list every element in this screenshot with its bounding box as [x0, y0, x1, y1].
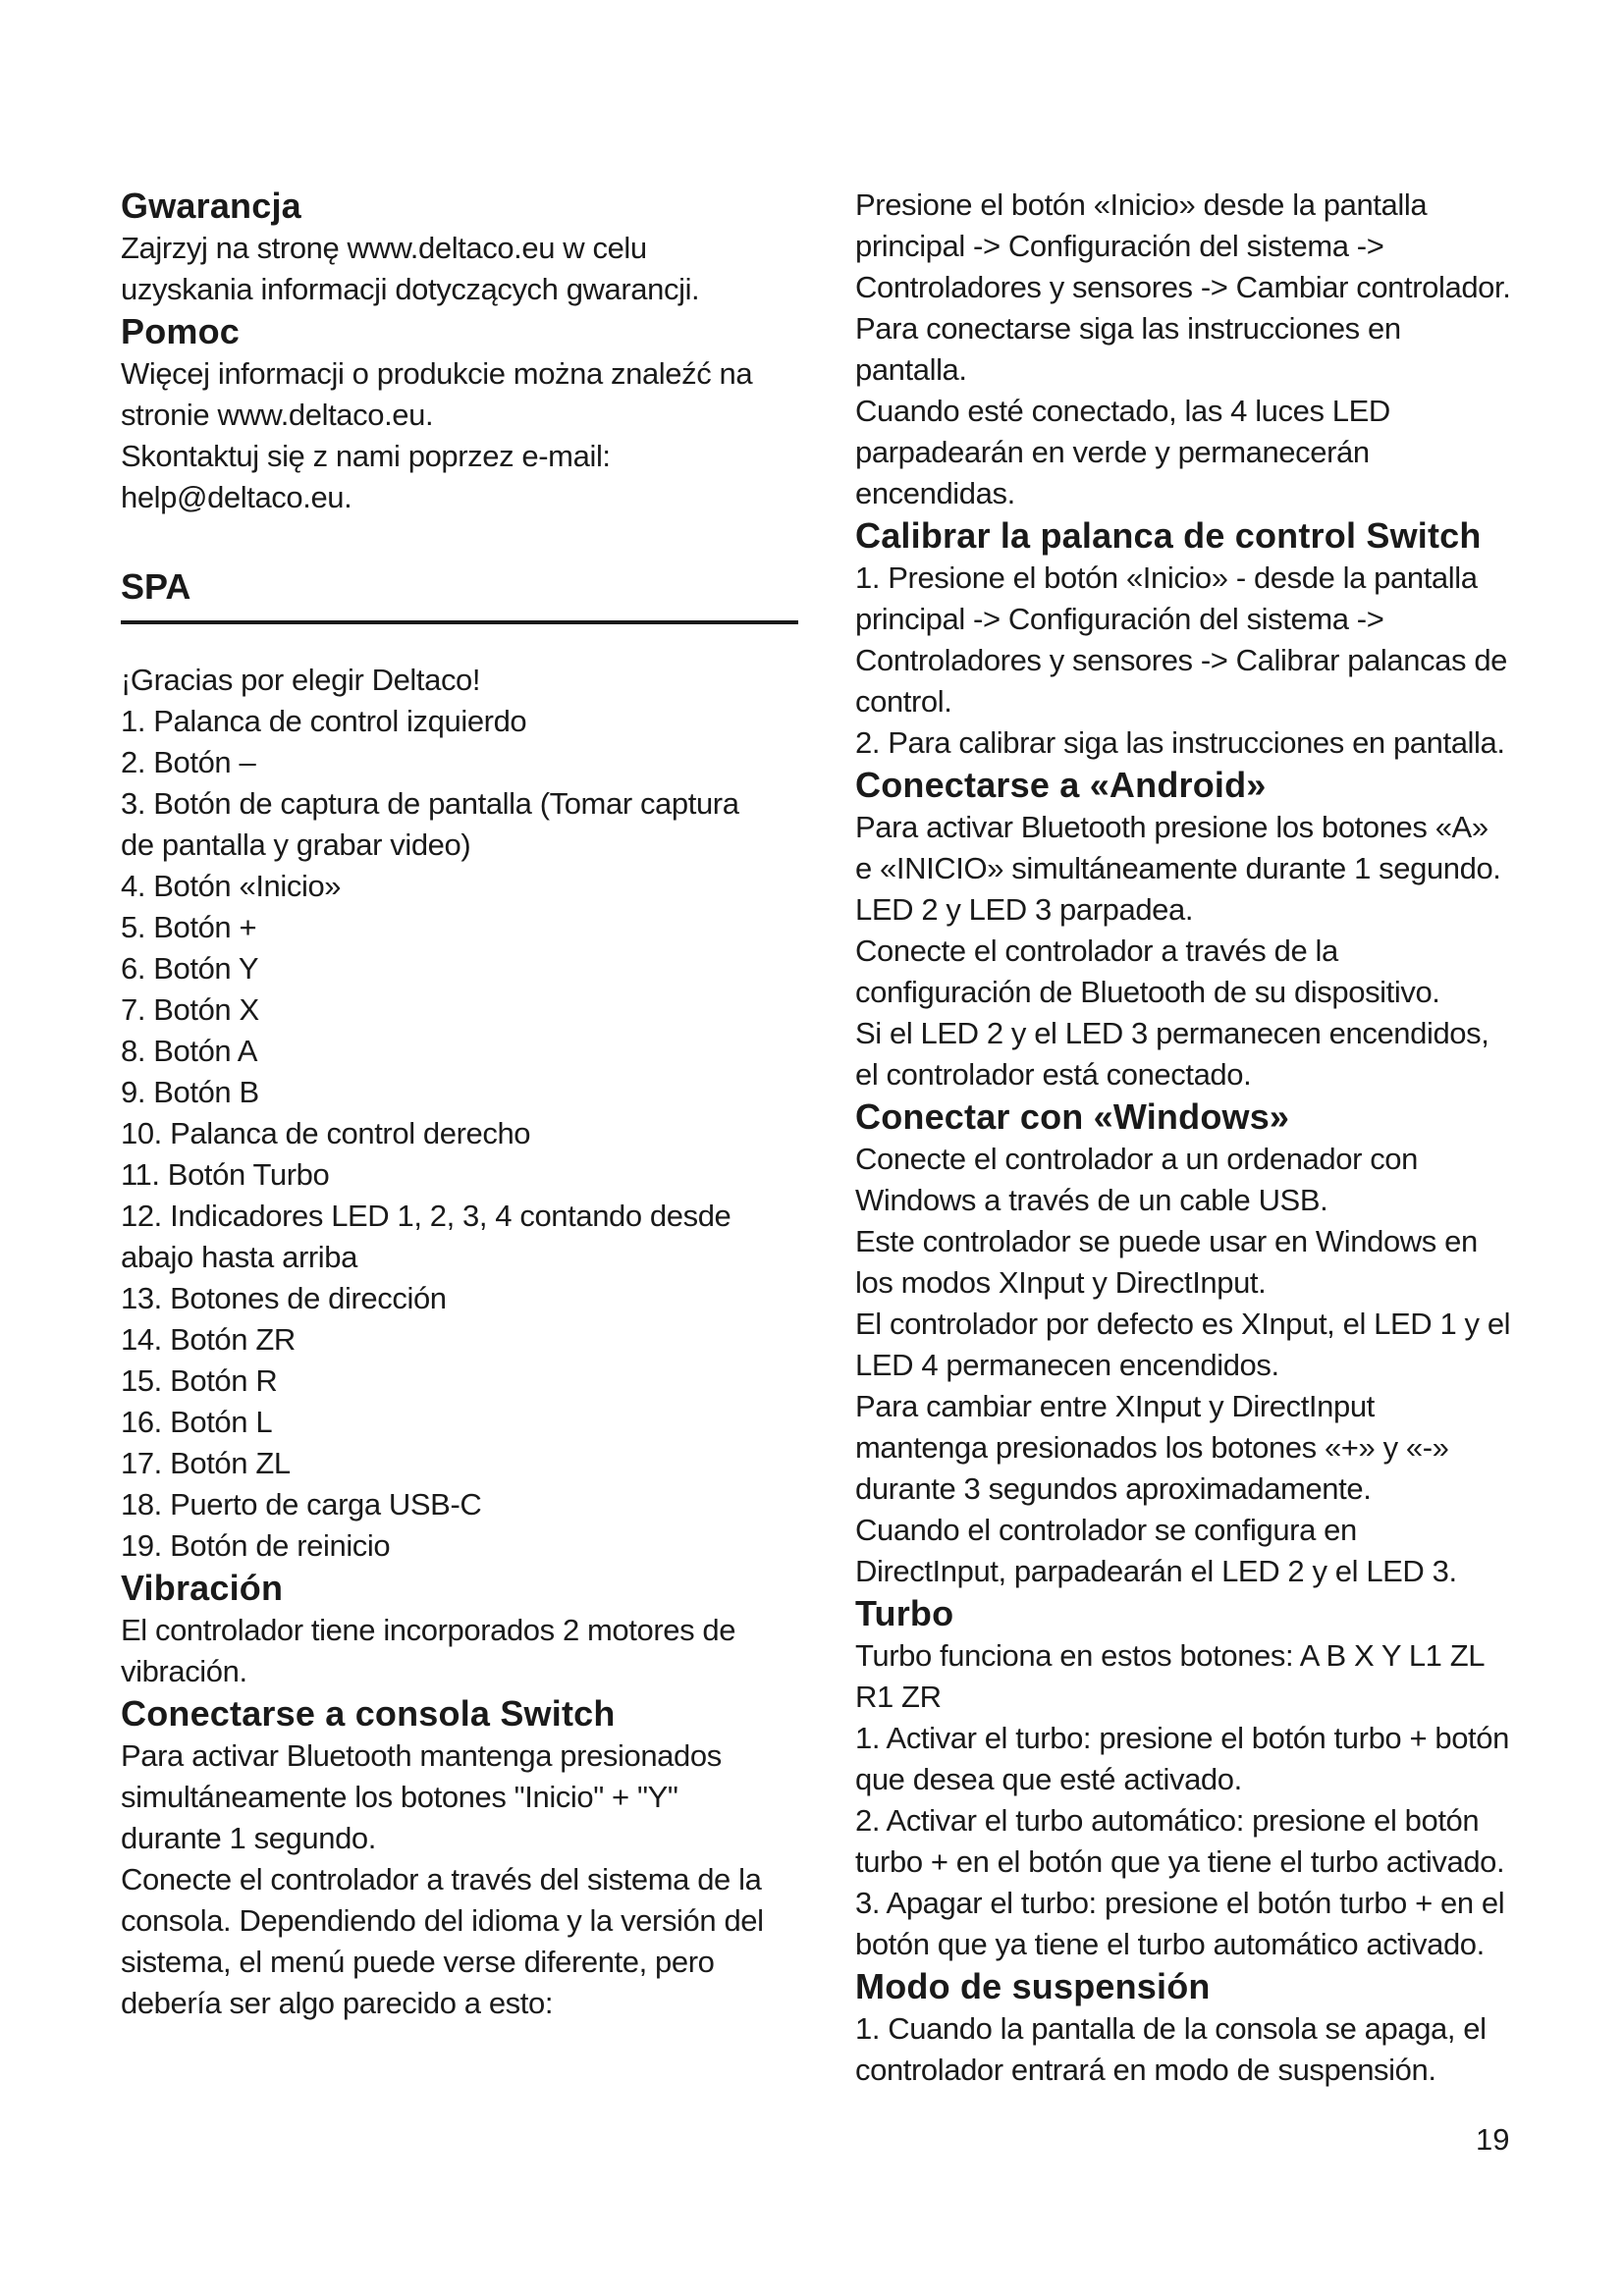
switch-continued-text: Presione el botón «Inicio» desde la pantalla principal -> Configuración del sistema -> Controladores y sensores -> Cambiar controlador. Para conectarse siga las instrucciones en pantalla. Cuando esté conectado, las 4 luces LED parpadearán en verde y permanecerán encendidas. [855, 187, 1511, 510]
vibracion-heading: Vibración [121, 1568, 284, 1608]
list-item: 17. Botón ZL [121, 1446, 291, 1480]
list-item: de pantalla y grabar video) [121, 828, 471, 862]
list-item: 12. Indicadores LED 1, 2, 3, 4 contando desde [121, 1199, 731, 1233]
section-divider [121, 620, 798, 624]
list-item: 2. Botón – [121, 745, 256, 779]
list-item: 8. Botón A [121, 1034, 258, 1068]
list-item: 16. Botón L [121, 1405, 273, 1439]
page-number: 19 [1476, 2122, 1510, 2157]
list-item: 18. Puerto de carga USB-C [121, 1487, 482, 1522]
list-item: 5. Botón + [121, 910, 257, 944]
list-item: 15. Botón R [121, 1363, 278, 1398]
list-item: 19. Botón de reinicio [121, 1528, 391, 1563]
windows-text: Conecte el controlador a un ordenador con Windows a través de un cable USB. Este controlador se puede usar en Windows en los modos XInput y DirectInput. El controlador por defecto es XInput, el LED 1 y el LED 4 permanecen encendidos. Para cambiar entre XInput y DirectInput mantenga presionados los botones «+» y «-» durante 3 segundos aproximadamente. Cuando el controlador se configura en DirectInput, parpadearán el LED 2 y el LED 3. [855, 1142, 1511, 1588]
left-column [121, 185, 808, 2024]
switch-text: Para activar Bluetooth mantenga presionados simultáneamente los botones "Inicio" + "Y" durante 1 segundo. Conecte el controlador a través del sistema de la consola. Dependiendo del idioma y la versión del sistema, el menú puede verse diferente, pero debería ser algo parecido a esto: [121, 1738, 764, 2020]
suspension-text: 1. Cuando la pantalla de la consola se apaga, el controlador entrará en modo de suspensión. [855, 2011, 1487, 2087]
list-item: abajo hasta arriba [121, 1240, 357, 1274]
list-item: 9. Botón B [121, 1075, 259, 1109]
switch-heading: Conectarse a consola Switch [121, 1693, 616, 1734]
spa-section-heading: SPA [121, 566, 191, 607]
pomoc-heading: Pomoc [121, 311, 241, 351]
turbo-text: Turbo funciona en estos botones: A B X Y L1 ZL R1 ZR 1. Activar el turbo: presione el botón turbo + botón que desea que esté activado. 2. Activar el turbo automático: presione el botón turbo + en el botón que ya tiene el turbo activado. 3. Apagar el turbo: presione el botón turbo + en el botón que ya tiene el turbo automático activado. [855, 1638, 1509, 1961]
list-item: 10. Palanca de control derecho [121, 1116, 531, 1150]
turbo-heading: Turbo [855, 1593, 954, 1633]
list-item: 6. Botón Y [121, 951, 259, 986]
intro-text: ¡Gracias por elegir Deltaco! [121, 663, 481, 697]
list-item: 4. Botón «Inicio» [121, 869, 342, 903]
suspension-heading: Modo de suspensión [855, 1966, 1211, 2006]
list-item: 11. Botón Turbo [121, 1157, 330, 1192]
pomoc-text: Więcej informacji o produkcie można znaleźć na stronie www.deltaco.eu. Skontaktuj się z nami poprzez e-mail: help@deltaco.eu. [121, 356, 753, 514]
android-text: Para activar Bluetooth presione los botones «A» e «INICIO» simultáneamente durante 1 segundo. LED 2 y LED 3 parpadea. Conecte el controlador a través de la configuración de Bluetooth de su dispositivo. Si el LED 2 y el LED 3 permanecen encendidos, el controlador está conectado. [855, 810, 1501, 1092]
gwarancja-text: Zajrzyj na stronę www.deltaco.eu w celu uzyskania informacji dotyczących gwarancji. [121, 231, 700, 306]
parts-list [121, 660, 808, 1567]
list-item: 3. Botón de captura de pantalla (Tomar captura [121, 786, 739, 821]
calibrar-heading: Calibrar la palanca de control Switch [855, 515, 1482, 556]
list-item: 13. Botones de dirección [121, 1281, 447, 1315]
list-item: 1. Palanca de control izquierdo [121, 704, 527, 738]
calibrar-text: 1. Presione el botón «Inicio» - desde la pantalla principal -> Configuración del sistema -> Controladores y sensores -> Calibrar palancas de control. 2. Para calibrar siga las instrucciones en pantalla. [855, 561, 1508, 760]
gwarancja-heading: Gwarancja [121, 186, 301, 226]
right-column [855, 185, 1523, 2091]
list-item: 14. Botón ZR [121, 1322, 296, 1357]
windows-heading: Conectar con «Windows» [855, 1096, 1290, 1137]
vibracion-text: El controlador tiene incorporados 2 motores de vibración. [121, 1613, 736, 1688]
list-item: 7. Botón X [121, 992, 259, 1027]
android-heading: Conectarse a «Android» [855, 765, 1267, 805]
